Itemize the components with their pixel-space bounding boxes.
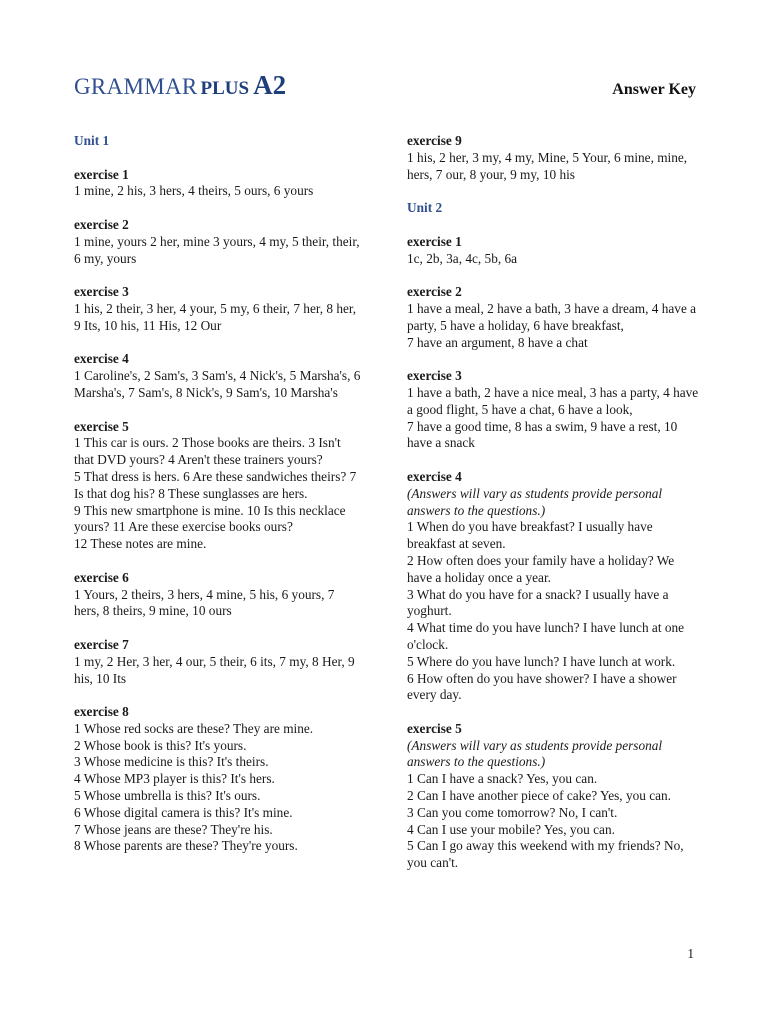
- answer-line: 6 Whose digital camera is this? It's mine.: [74, 804, 293, 820]
- exercise-note: (Answers will vary as students provide personal answers to the questions.): [407, 737, 663, 770]
- answer-line: 3 What do you have for a snack? I usually have a yoghurt.: [407, 586, 669, 619]
- u1-exercise-8: [74, 704, 362, 855]
- answer-line: 8 Whose parents are these? They're yours.: [74, 838, 298, 854]
- exercise-title: exercise 4: [74, 351, 129, 367]
- exercise-title: exercise 1: [74, 166, 129, 182]
- answer-line: 9 This new smartphone is mine. 10 Is this necklace yours? 11 Are these exercise books ours?: [74, 502, 346, 535]
- u2-exercise-1: [407, 234, 699, 268]
- u1-exercise-5: [74, 419, 362, 553]
- exercise-title: exercise 6: [74, 569, 129, 585]
- answer-line: 5 Whose umbrella is this? It's ours.: [74, 788, 261, 804]
- answer-line: 2 Can I have another piece of cake? Yes, you can.: [407, 788, 671, 804]
- exercise-title: exercise 3: [407, 368, 462, 384]
- brand-title: [74, 70, 286, 101]
- answer-line: 1 mine, 2 his, 3 hers, 4 theirs, 5 ours, 6 yours: [74, 183, 314, 199]
- answer-line: 3 Can you come tomorrow? No, I can't.: [407, 804, 618, 820]
- answer-line: 1 his, 2 her, 3 my, 4 my, Mine, 5 Your, 6 mine, mine, hers, 7 our, 8 your, 9 my, 10 his: [407, 149, 688, 182]
- answer-line: 7 have an argument, 8 have a chat: [407, 334, 588, 350]
- u1-exercise-3: [74, 284, 362, 334]
- exercise-title: exercise 7: [74, 636, 129, 652]
- answer-line: 4 Can I use your mobile? Yes, you can.: [407, 821, 615, 837]
- u1-exercise-6: [74, 570, 362, 620]
- exercise-note: (Answers will vary as students provide personal answers to the questions.): [407, 485, 663, 518]
- answer-line: 5 Where do you have lunch? I have lunch at work.: [407, 653, 676, 669]
- exercise-title: exercise 5: [407, 720, 462, 736]
- answer-line: 7 have a good time, 8 has a swim, 9 have a rest, 10 have a snack: [407, 418, 678, 451]
- right-column: [407, 133, 699, 889]
- u1-exercise-2: [74, 217, 362, 267]
- answer-line: 12 These notes are mine.: [74, 536, 207, 552]
- answer-line: 6 How often do you have shower? I have a shower every day.: [407, 670, 677, 703]
- answer-line: 1 my, 2 Her, 3 her, 4 our, 5 their, 6 its, 7 my, 8 Her, 9 his, 10 Its: [74, 653, 355, 686]
- answer-line: 1 mine, yours 2 her, mine 3 yours, 4 my, 5 their, their, 6 my, yours: [74, 233, 360, 266]
- u1-exercise-9: [407, 133, 699, 183]
- answer-line: 1 have a meal, 2 have a bath, 3 have a dream, 4 have a party, 5 have a holiday, 6 have breakfast,: [407, 300, 697, 333]
- exercise-title: exercise 2: [407, 284, 462, 300]
- answer-line: 4 What time do you have lunch? I have lunch at one o'clock.: [407, 620, 685, 652]
- brand-plus: PLUS: [200, 78, 250, 99]
- exercise-title: exercise 3: [74, 284, 129, 300]
- answer-line: 5 Can I go away this weekend with my friends? No, you can't.: [407, 838, 684, 871]
- exercise-title: exercise 9: [407, 133, 462, 148]
- exercise-title: exercise 5: [74, 418, 129, 434]
- answer-line: 4 Whose MP3 player is this? It's hers.: [74, 771, 275, 787]
- u2-exercise-2: [407, 284, 699, 351]
- u2-exercise-5: [407, 721, 699, 872]
- answer-line: 2 Whose book is this? It's yours.: [74, 737, 247, 753]
- answer-line: 1 Can I have a snack? Yes, you can.: [407, 771, 598, 787]
- exercise-title: exercise 8: [74, 704, 129, 720]
- u2-exercise-4: [407, 469, 699, 704]
- page-number: 1: [687, 946, 694, 961]
- answer-key-title: Answer Key: [612, 81, 696, 98]
- answer-line: 1 This car is ours. 2 Those books are theirs. 3 Isn't that DVD yours? 4 Aren't these trainers yours?: [74, 435, 341, 468]
- u1-exercise-4: [74, 351, 362, 401]
- page-header: [74, 70, 696, 110]
- exercise-title: exercise 2: [74, 216, 129, 232]
- answer-line: 5 That dress is hers. 6 Are these sandwiches theirs? 7 Is that dog his? 8 These sunglasses are hers.: [74, 468, 357, 501]
- answer-line: 1 When do you have breakfast? I usually have breakfast at seven.: [407, 519, 653, 552]
- left-column: [74, 133, 362, 872]
- answer-line: 1 Caroline's, 2 Sam's, 3 Sam's, 4 Nick's, 5 Marsha's, 6 Marsha's, 7 Sam's, 8 Nick's, 9 Sam's, 10 Marsha's: [74, 368, 361, 400]
- u2-exercise-3: [407, 368, 699, 452]
- unit-1-title: Unit 1: [74, 133, 110, 148]
- answer-line: 7 Whose jeans are these? They're his.: [74, 821, 273, 837]
- exercise-title: exercise 4: [407, 468, 462, 484]
- brand-level: A2: [253, 70, 287, 100]
- answer-line: 1 Yours, 2 theirs, 3 hers, 4 mine, 5 his, 6 yours, 7 hers, 8 theirs, 9 mine, 10 ours: [74, 586, 335, 619]
- answer-line: 1c, 2b, 3a, 4c, 5b, 6a: [407, 250, 518, 266]
- answer-line: 2 How often does your family have a holiday? We have a holiday once a year.: [407, 552, 675, 585]
- exercise-title: exercise 1: [407, 233, 462, 249]
- unit-2-title: Unit 2: [407, 200, 443, 216]
- answer-line: 1 Whose red socks are these? They are mine.: [74, 720, 314, 736]
- answer-line: 1 his, 2 their, 3 her, 4 your, 5 my, 6 their, 7 her, 8 her, 9 Its, 10 his, 11 His, 12 Our: [74, 300, 357, 333]
- u1-exercise-1: [74, 167, 362, 201]
- brand-grammar: GRAMMAR: [74, 74, 198, 99]
- answer-line: 1 have a bath, 2 have a nice meal, 3 has a party, 4 have a good flight, 5 have a chat, 6 have a look,: [407, 384, 699, 417]
- u1-exercise-7: [74, 637, 362, 687]
- answer-line: 3 Whose medicine is this? It's theirs.: [74, 754, 269, 770]
